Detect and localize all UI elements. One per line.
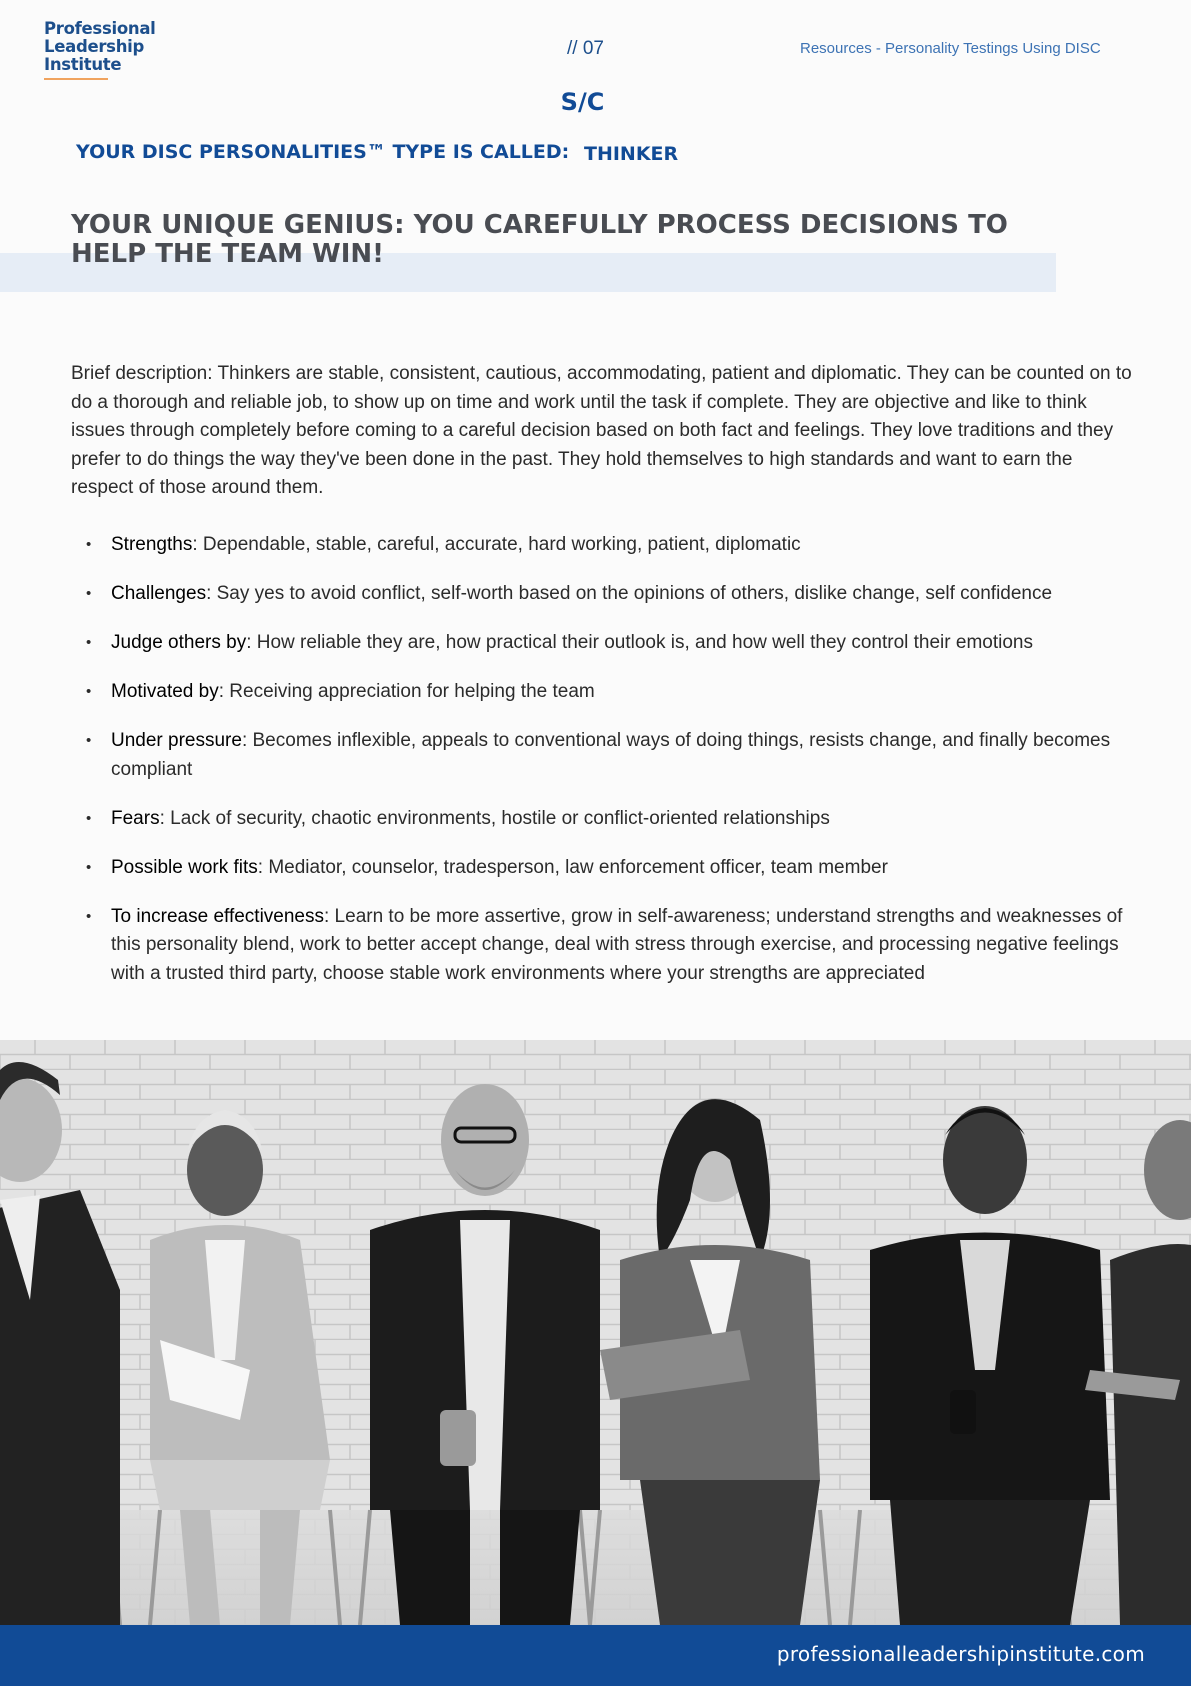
footer-bar	[0, 1625, 1191, 1686]
trait-term: Under pressure	[111, 730, 242, 751]
team-photo	[0, 1040, 1191, 1625]
bullet-icon: •	[86, 809, 92, 827]
trait-term: Strengths	[111, 534, 193, 555]
bullet-icon: •	[86, 732, 92, 749]
bullet-icon: •	[86, 585, 92, 602]
bullet-icon: •	[86, 536, 92, 553]
logo-underline	[44, 78, 108, 80]
trait-term: To increase effectiveness	[111, 905, 324, 927]
trait-term: Judge others by	[111, 632, 247, 653]
list-item	[71, 629, 1141, 658]
bullet-icon: •	[86, 683, 92, 700]
list-item	[71, 678, 1141, 707]
trait-term: Motivated by	[111, 681, 219, 702]
brief-description: Brief description: Thinkers are stable, consistent, cautious, accommodating, patient and diplomatic. They can be counted on to do a thorough and reliable job, to show up on time and work until the task if complete. They are objective and like to think issues through completely before coming to a careful decision based on both fact and feelings. They love traditions and they prefer to do things the way they've been done in the past. They hold themselves to high standards and want to earn the respect of those around them.	[71, 363, 1132, 498]
bullet-icon: •	[86, 634, 92, 651]
list-item	[71, 805, 1141, 834]
trait-text: : Lack of security, chaotic environments, hostile or conflict-oriented relationships	[159, 807, 830, 829]
genius-heading: YOUR UNIQUE GENIUS: YOU CAREFULLY PROCESS DECISIONS TO HELP THE TEAM WIN!	[71, 210, 1008, 269]
team-photo-illustration	[0, 1040, 1191, 1625]
trait-text: : Dependable, stable, careful, accurate, hard working, patient, diplomatic	[192, 534, 801, 555]
footer-website-link[interactable]: professionalleadershipinstitute.com	[776, 1642, 1145, 1666]
trait-term: Fears	[111, 807, 160, 829]
trait-list	[71, 531, 1141, 1009]
list-item	[71, 531, 1141, 560]
bullet-icon: •	[86, 907, 92, 925]
trait-text: : Mediator, counselor, tradesperson, law enforcement officer, team member	[257, 856, 888, 878]
trait-text: : Receiving appreciation for helping the team	[218, 681, 595, 702]
type-value: THINKER	[584, 143, 679, 165]
list-item	[71, 903, 1141, 989]
disc-code: S/C	[560, 88, 605, 116]
logo-line-1: Professional	[44, 19, 156, 38]
trait-term: Challenges	[111, 583, 207, 604]
logo-line-2: Leadership	[44, 37, 145, 56]
trait-text: : Learn to be more assertive, grow in self-awareness; understand strengths and weaknesses of this personality blend, work to better accept change, deal with stress through exercise, and processing negative feelings with a trusted third party, choose stable work environments where your strengths are appreciated	[111, 905, 1123, 984]
page-number: // 07	[567, 38, 604, 59]
trait-text: : Say yes to avoid conflict, self-worth based on the opinions of others, dislike change, self confidence	[206, 583, 1053, 604]
trait-text: : Becomes inflexible, appeals to conventional ways of doing things, resists change, and finally becomes compliant	[111, 730, 1111, 780]
resource-label: Resources - Personality Testings Using DISC	[800, 40, 1101, 57]
trait-text: : How reliable they are, how practical their outlook is, and how well they control their emotions	[246, 632, 1033, 653]
bullet-icon: •	[86, 858, 92, 876]
list-item	[71, 854, 1141, 883]
trait-term: Possible work fits	[111, 856, 258, 878]
list-item	[71, 727, 1141, 784]
list-item	[71, 580, 1141, 609]
type-label: YOUR DISC PERSONALITIES™ TYPE IS CALLED:	[76, 141, 570, 163]
logo-line-3: Institute	[44, 55, 122, 74]
